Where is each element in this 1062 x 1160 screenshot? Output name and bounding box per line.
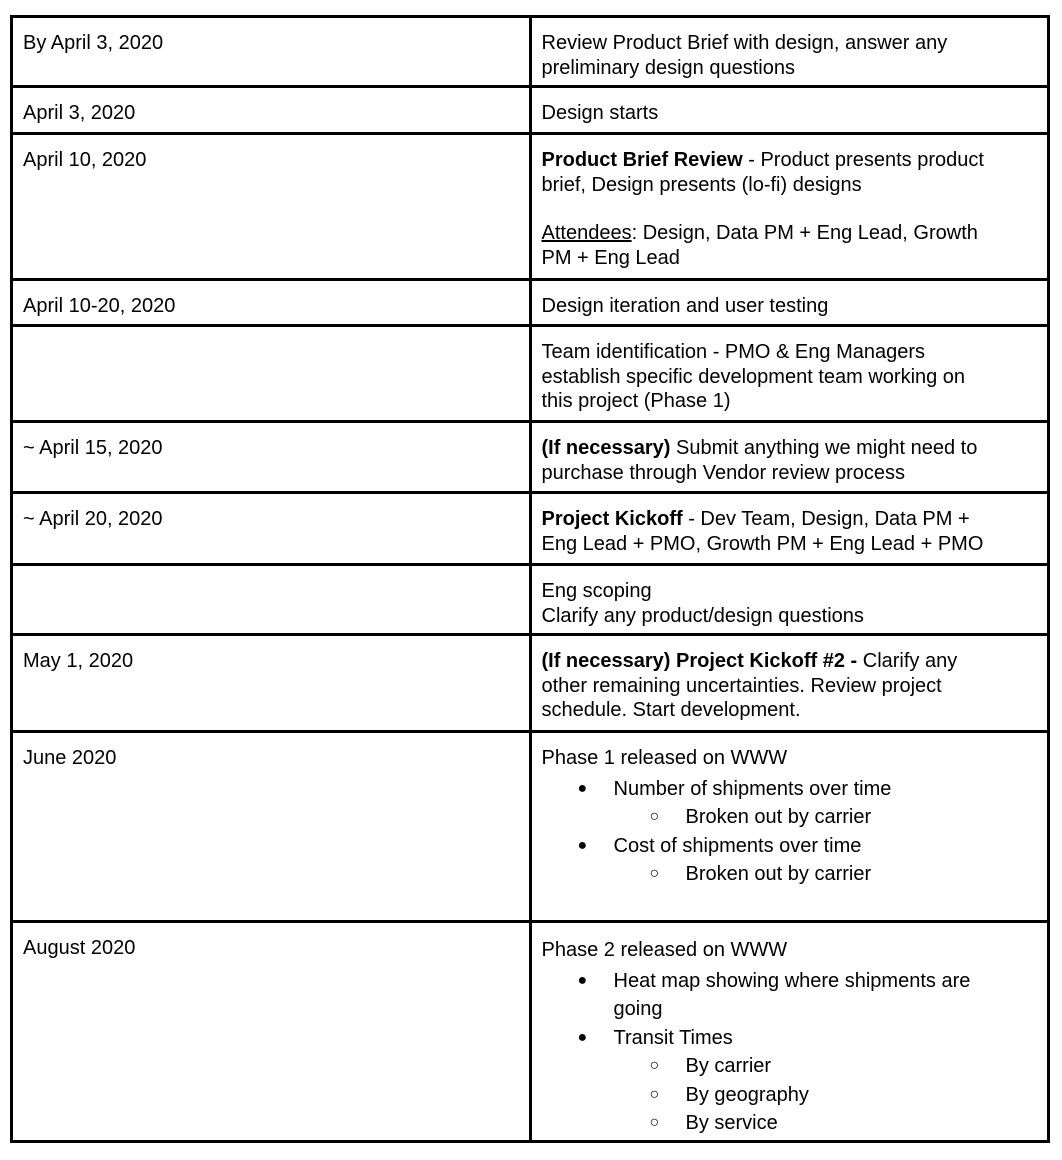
- sub-list: [542, 860, 1038, 889]
- sub-bullet-icon: ○: [649, 865, 660, 882]
- description-cell: [530, 280, 1049, 326]
- description-line: Team identification - PMO & Eng Managers: [541, 341, 926, 363]
- date-cell: [12, 732, 531, 922]
- sub-list: [542, 803, 1038, 832]
- attendees-text: : Design, Data PM + Eng Lead, Growth: [631, 222, 978, 244]
- description-line: Clarify any product/design questions: [541, 604, 864, 627]
- milestone-title: Project Kickoff: [541, 508, 683, 530]
- description-line: Design iteration and user testing: [541, 295, 829, 317]
- list-item-text: Heat map showing where shipments are: [613, 969, 971, 992]
- date-cell: [12, 422, 531, 493]
- date-text: April 3, 2020: [23, 102, 136, 124]
- sub-list-item: [542, 1109, 1038, 1138]
- sub-bullet-icon: ○: [649, 808, 660, 825]
- sub-bullet-icon: ○: [649, 1114, 660, 1131]
- description-cell: [530, 922, 1049, 1142]
- description-line: preliminary design questions: [541, 56, 795, 79]
- list-item: [542, 775, 1038, 832]
- date-cell: [12, 565, 531, 635]
- sub-list-item-text: By service: [685, 1112, 778, 1134]
- table-row: [12, 732, 1049, 922]
- date-text: ~ April 20, 2020: [23, 508, 163, 530]
- description-cell: [530, 422, 1049, 493]
- table-row: [12, 134, 1049, 280]
- date-text: April 10, 2020: [23, 149, 147, 171]
- description-line: establish specific development team working on: [541, 365, 966, 388]
- list-item-text: Number of shipments over time: [613, 777, 892, 800]
- phase-heading: Phase 1 released on WWW: [541, 747, 788, 769]
- date-cell: [12, 17, 531, 87]
- description-cell: [530, 732, 1049, 922]
- table-row: [12, 565, 1049, 635]
- sub-list-item: [542, 803, 1038, 832]
- timeline-table: [10, 15, 1050, 1143]
- sub-list-item-text: Broken out by carrier: [685, 863, 872, 885]
- list-item-text: Transit Times: [613, 1026, 733, 1049]
- bullet-icon: ●: [577, 779, 588, 797]
- date-cell: [12, 493, 531, 565]
- sub-list-item-text: By geography: [685, 1083, 809, 1106]
- bullet-icon: ●: [577, 971, 588, 989]
- date-text: By April 3, 2020: [23, 32, 164, 54]
- sub-bullet-icon: ○: [649, 1085, 660, 1103]
- description-text: Clarify any: [857, 650, 958, 672]
- date-cell: [12, 326, 531, 422]
- list-item: [542, 1024, 1038, 1138]
- milestone-title: (If necessary) Project Kickoff #2 -: [541, 650, 858, 672]
- description-line: [542, 649, 1038, 674]
- description-line: other remaining uncertainties. Review project: [541, 674, 942, 697]
- phase-heading: Phase 2 released on WWW: [541, 939, 788, 961]
- description-line: [542, 148, 1038, 173]
- description-line: Eng scoping: [541, 580, 652, 602]
- list-item: [542, 967, 1038, 1024]
- table-row: [12, 422, 1049, 493]
- sub-list: [542, 1052, 1038, 1138]
- description-line: Eng Lead + PMO, Growth PM + Eng Lead + PMO: [541, 532, 984, 555]
- date-text: June 2020: [23, 747, 117, 769]
- description-text: Submit anything we might need to: [670, 437, 978, 459]
- table-row: [12, 635, 1049, 732]
- date-cell: [12, 280, 531, 326]
- sub-list-item: [542, 860, 1038, 889]
- description-line: purchase through Vendor review process: [541, 461, 906, 484]
- attendees-line: PM + Eng Lead: [541, 246, 680, 269]
- bullet-icon: ●: [577, 836, 588, 854]
- description-cell: [530, 326, 1049, 422]
- list-item-text: going: [613, 998, 663, 1020]
- sub-list-item-text: Broken out by carrier: [685, 806, 872, 828]
- description-line: [542, 436, 1038, 461]
- description-text: - Product presents product: [742, 149, 984, 171]
- description-cell: [530, 17, 1049, 87]
- date-cell: [12, 134, 531, 280]
- table-row: [12, 326, 1049, 422]
- bullet-icon: ●: [577, 1028, 588, 1046]
- sub-list-item: [542, 1052, 1038, 1081]
- description-cell: [530, 565, 1049, 635]
- table-row: [12, 17, 1049, 87]
- sub-bullet-icon: ○: [649, 1057, 660, 1074]
- table-row: [12, 493, 1049, 565]
- spacer: [542, 197, 1038, 221]
- bullet-list: [542, 967, 1038, 1138]
- description-cell: [530, 134, 1049, 280]
- sub-list-item-text: By carrier: [685, 1055, 772, 1077]
- attendees-line: [542, 221, 1038, 246]
- date-text: ~ April 15, 2020: [23, 437, 163, 459]
- list-item-text: Cost of shipments over time: [613, 834, 862, 857]
- description-cell: [530, 635, 1049, 732]
- bullet-list: [542, 775, 1038, 889]
- description-line: Design starts: [541, 102, 659, 124]
- list-item: [542, 832, 1038, 889]
- table-row: [12, 280, 1049, 326]
- attendees-label: Attendees: [541, 222, 632, 244]
- description-text: - Dev Team, Design, Data PM +: [682, 508, 970, 530]
- description-line: [542, 507, 1038, 532]
- milestone-title: Product Brief Review: [541, 149, 743, 171]
- description-cell: [530, 493, 1049, 565]
- milestone-title: (If necessary): [541, 437, 671, 459]
- date-cell: [12, 635, 531, 732]
- table-row: [12, 87, 1049, 134]
- date-text: April 10-20, 2020: [23, 295, 176, 317]
- description-line: this project (Phase 1): [541, 390, 731, 412]
- date-text: August 2020: [23, 937, 136, 959]
- table-row: [12, 922, 1049, 1142]
- date-text: May 1, 2020: [23, 650, 134, 672]
- sub-list-item: [542, 1081, 1038, 1110]
- description-line: schedule. Start development.: [541, 699, 801, 721]
- date-cell: [12, 87, 531, 134]
- description-cell: [530, 87, 1049, 134]
- description-line: brief, Design presents (lo-fi) designs: [541, 173, 862, 196]
- description-line: Review Product Brief with design, answer any: [541, 32, 948, 54]
- date-cell: [12, 922, 531, 1142]
